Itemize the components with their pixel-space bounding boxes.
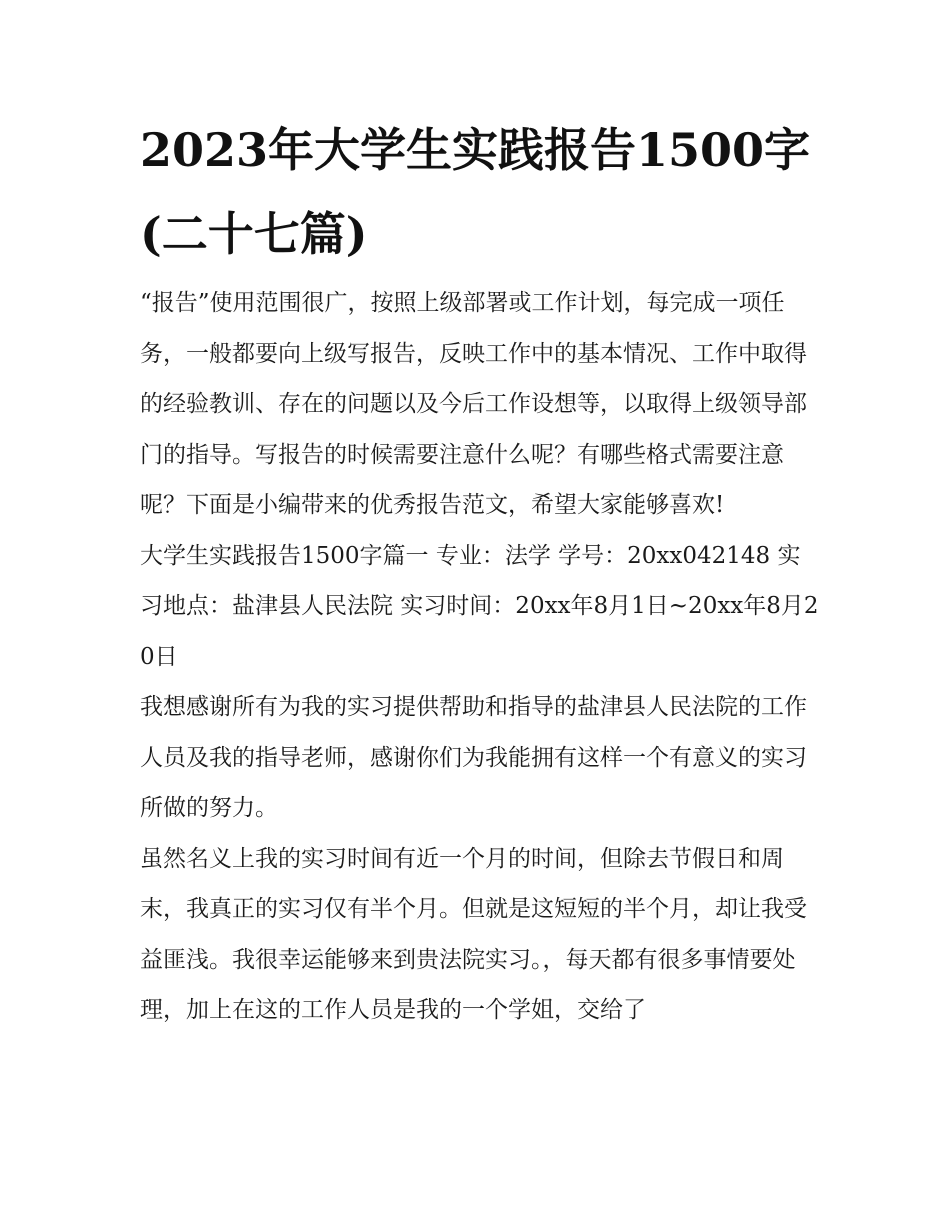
paragraph-intro: “报告”使用范围很广，按照上级部署或工作计划，每完成一项任务，一般都要向上级写报告，反映工作中的基本情况、工作中取得的经验教训、存在的问题以及今后工作设想等，以取得上级领导部门的指导。写报告的时候需要注意什么呢？有哪些格式需要注意呢？下面是小编带来的优秀报告范文，希望大家能够喜欢! <box>140 290 807 518</box>
document-body <box>140 278 820 1036</box>
paragraph-report-info: 大学生实践报告1500字篇一 专业：法学 学号：20xx042148 实习地点：盐津县人民法院 实习时间：20xx年8月1日~20xx年8月20日 <box>140 542 819 670</box>
paragraph-thanks: 我想感谢所有为我的实习提供帮助和指导的盐津县人民法院的工作人员及我的指导老师，感谢你们为我能拥有这样一个有意义的实习所做的努力。 <box>140 694 807 821</box>
document-title: 2023年大学生实践报告1500字(二十七篇) <box>140 123 811 261</box>
paragraph-internship: 虽然名义上我的实习时间有近一个月的时间，但除去节假日和周末，我真正的实习仅有半个月。但就是这短短的半个月，却让我受益匪浅。我很幸运能够来到贵法院实习。，每天都有很多事情要处理，加上在这的工作人员是我的一个学姐，交给了 <box>140 845 807 1023</box>
